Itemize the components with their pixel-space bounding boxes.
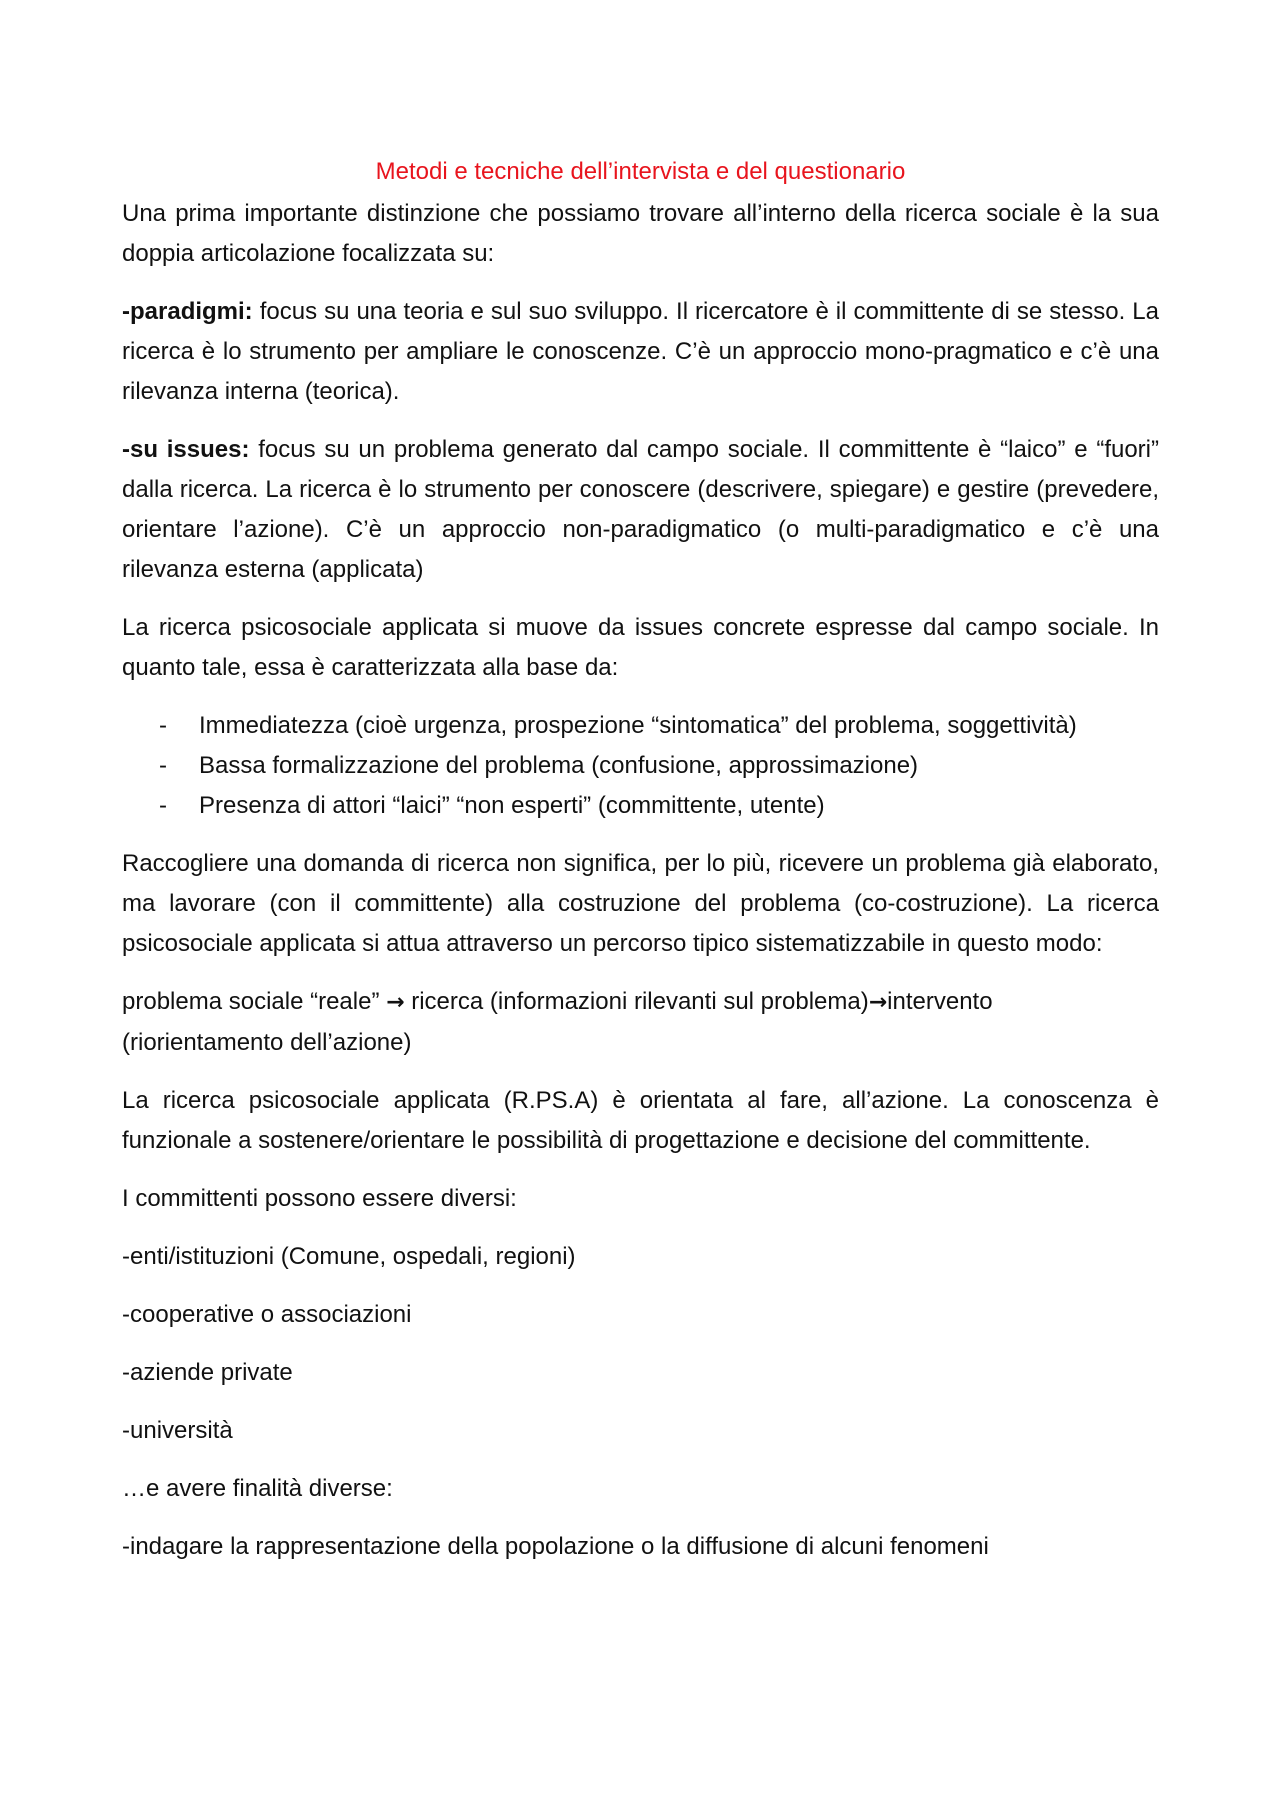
committenti-intro: I committenti possono essere diversi: [122, 1185, 517, 1212]
list-item: - Bassa formalizzazione del problema (confusione, approssimazione) [122, 746, 1159, 786]
committente-item: -enti/istituzioni (Comune, ospedali, regioni) [122, 1243, 576, 1270]
issues-text: focus su un problema generato dal campo sociale. Il committente è “laico” e “fuori” dalla ricerca. La ricerca è lo strumento per conoscere (descrivere, spiegare) e gestire (prevedere, orientare l’azione). C’è un approccio non-paradigmatico (o multi-paradigmatico e c’è una rilevanza esterna (applicata) [122, 436, 1159, 583]
right-arrow-icon: → [386, 990, 405, 1015]
rpsa-paragraph: La ricerca psicosociale applicata (R.PS.A) è orientata al fare, all’azione. La conoscenza è funzionale a sostenere/orientare le possibilità di progettazione e decisione del committente. [122, 1087, 1159, 1154]
committente-item: -cooperative o associazioni [122, 1301, 412, 1328]
list-dash: - [159, 792, 167, 819]
paradigmi-text: focus su una teoria e sul suo sviluppo. Il ricercatore è il committente di se stesso. La ricerca è lo strumento per ampliare le conoscenze. C’è un approccio mono-pragmatico e c’è una rilevanza interna (teorica). [122, 298, 1159, 405]
document-title: Metodi e tecniche dell’intervista e del questionario [375, 158, 906, 185]
issues-paragraph [122, 430, 1159, 590]
characteristics-list [122, 706, 1159, 826]
document-page [122, 150, 1159, 1585]
paradigmi-paragraph [122, 292, 1159, 412]
committente-item: -università [122, 1417, 233, 1444]
paradigmi-label: -paradigmi: [122, 298, 253, 325]
research-question-paragraph: Raccogliere una domanda di ricerca non significa, per lo più, ricevere un problema già elaborato, ma lavorare (con il committente) alla costruzione del problema (co-costruzione). La ricerca psicosociale applicata si attua attraverso un percorso tipico sistematizzabile in questo modo: [122, 850, 1159, 957]
committente-item: -aziende private [122, 1359, 293, 1386]
finalita-intro: …e avere finalità diverse: [122, 1475, 393, 1502]
finalita-item: -indagare la rappresentazione della popolazione o la diffusione di alcuni fenomeni [122, 1533, 989, 1560]
list-dash: - [159, 712, 167, 739]
intro-paragraph: Una prima importante distinzione che possiamo trovare all’interno della ricerca sociale è la sua doppia articolazione focalizzata su: [122, 200, 1159, 267]
list-dash: - [159, 752, 167, 779]
list-item: - Immediatezza (cioè urgenza, prospezione “sintomatica” del problema, soggettività) [122, 706, 1159, 746]
right-arrow-icon: → [868, 990, 888, 1015]
applied-research-paragraph: La ricerca psicosociale applicata si muove da issues concrete espresse dal campo sociale. In quanto tale, essa è caratterizzata alla base da: [122, 614, 1159, 681]
issues-label: -su issues: [122, 436, 250, 463]
process-paragraph: problema sociale “reale” → ricerca (informazioni rilevanti sul problema)→intervento (riorientamento dell’azione) [122, 988, 993, 1056]
list-item: - Presenza di attori “laici” “non esperti” (committente, utente) [122, 786, 1159, 826]
